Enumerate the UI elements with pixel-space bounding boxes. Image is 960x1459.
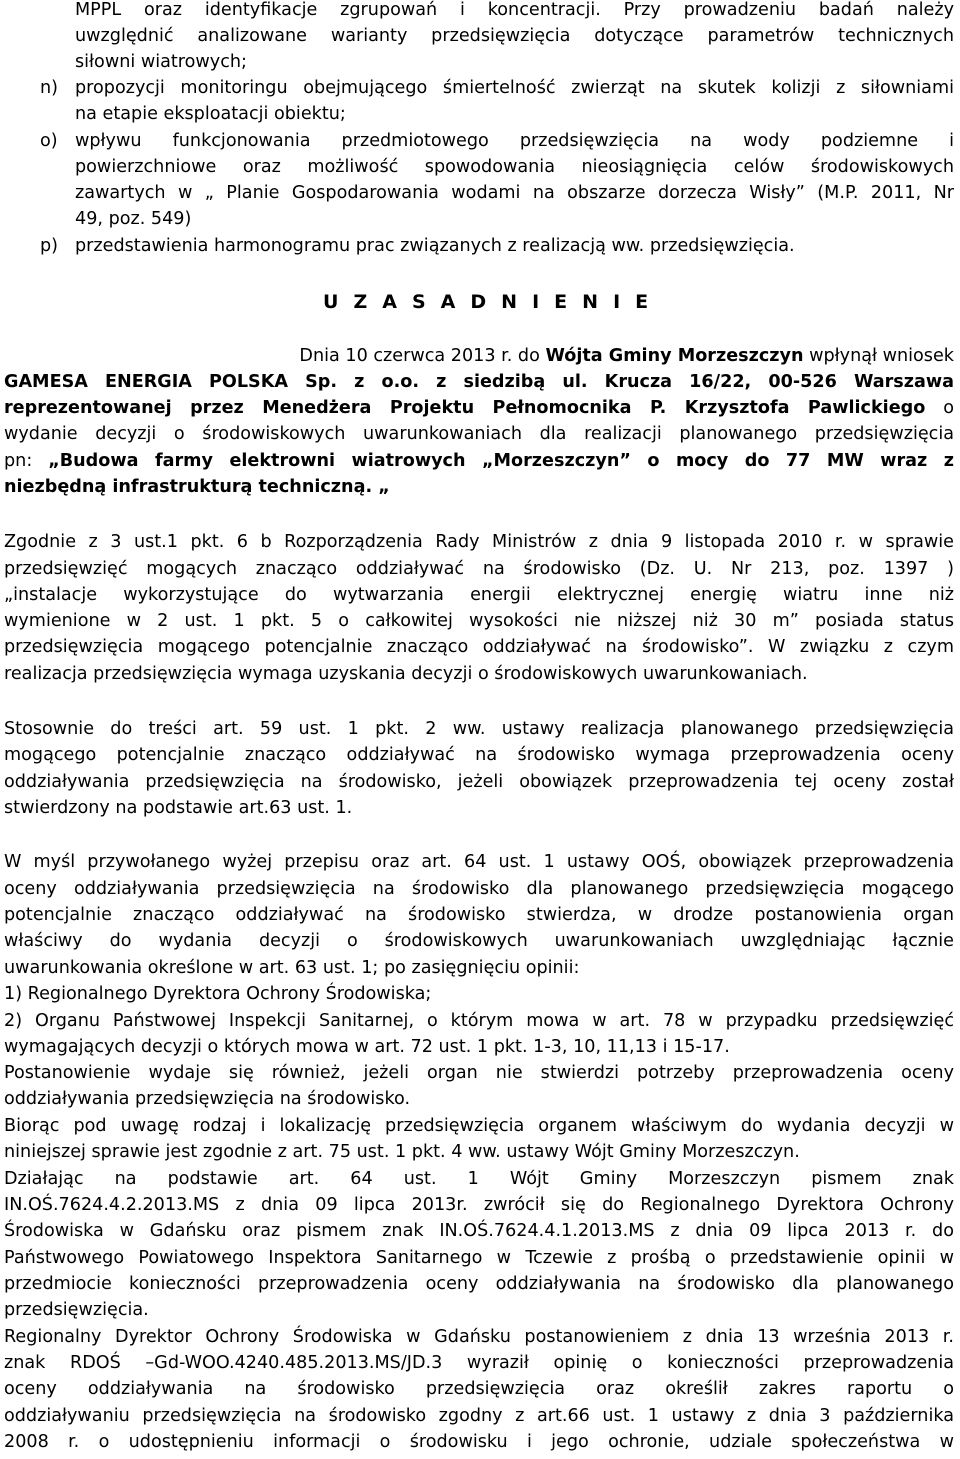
para2-line: stwierdzony na podstawie art.63 ust. 1.	[4, 798, 353, 818]
intro-pn-label: pn:	[4, 451, 49, 471]
para3-line: IN.OŚ.7624.4.2.2013.MS z dnia 09 lipca 2013r. zwrócił się do Regionalnego Dyrektora Ochrony	[4, 1195, 954, 1215]
intro-representative: reprezentowanej przez Menedżera Projektu Pełnomocnika P. Krzysztofa Pawlickiego	[4, 398, 926, 418]
list-tail-line: uwzględnić analizowane warianty przedsięwzięcia dotyczące parametrów technicznych	[75, 26, 954, 46]
para3-line: W myśl przywołanego wyżej przepisu oraz art. 64 ust. 1 ustawy OOŚ, obowiązek przeprowadzenia	[4, 852, 954, 872]
list-item-n-line: na etapie eksploatacji obiektu;	[75, 104, 346, 124]
intro-line-5	[4, 448, 954, 475]
para3-line: niniejszej sprawie jest zgodnie z art. 75 ust. 1 pkt. 4 ww. ustawy Wójt Gminy Morzeszczyn.	[4, 1142, 800, 1162]
intro-addressee: Wójta Gminy Morzeszczyn	[545, 346, 804, 366]
para3-line: 2) Organu Państwowej Inspekcji Sanitarnej, o którym mowa w art. 78 w przypadku przedsięwzięć	[4, 1011, 954, 1031]
list-item-o-line: powierzchniowe oraz możliwość spowodowania nieosiągnięcia celów środowiskowych	[75, 157, 954, 177]
para3-line: potencjalnie znacząco oddziaływać na środowisko stwierdza, w drodze postanowienia organ	[4, 905, 954, 925]
para3-line: przedsięwzięcia.	[4, 1300, 149, 1320]
para1-line: realizacja przedsięwzięcia wymaga uzyskania decyzji o środowiskowych uwarunkowaniach.	[4, 664, 808, 684]
section-heading: U Z A S A D N I E N I E	[323, 291, 653, 313]
para3-line: wymagających decyzji o których mowa w art. 72 ust. 1 pkt. 1-3, 10, 11,13 i 15-17.	[4, 1037, 730, 1057]
para2-line: oddziaływania przedsięwzięcia na środowisko, jeżeli obowiązek przeprowadzenia tej oceny został	[4, 772, 954, 792]
intro-line-4: wydanie decyzji o środowiskowych uwarunkowaniach dla realizacji planowanego przedsięwzięcia	[4, 424, 954, 444]
list-item-p-line: przedstawienia harmonogramu prac związanych z realizacją ww. przedsięwzięcia.	[75, 236, 795, 256]
para3-line: Postanowienie wydaje się również, jeżeli organ nie stwierdzi potrzeby przeprowadzenia oceny	[4, 1063, 954, 1083]
list-item-o-line: zawartych w „ Planie Gospodarowania wodami na obszarze dorzecza Wisły” (M.P. 2011, Nr	[75, 183, 954, 203]
list-item-n-line: propozycji monitoringu obejmującego śmiertelność zwierząt na skutek kolizji z siłowniami	[75, 78, 954, 98]
para3-line: przedmiocie konieczności przeprowadzenia oceny oddziaływania na środowisko dla planowanego	[4, 1274, 954, 1294]
list-tail-line: siłowni wiatrowych;	[75, 52, 247, 72]
para3-line: znak RDOŚ –Gd-WOO.4240.485.2013.MS/JD.3 wyraził opinię o konieczności przeprowadzenia	[4, 1353, 954, 1373]
list-item-label-p: p)	[40, 236, 59, 256]
para1-line: przedsięwzięcia mogącego potencjalnie znacząco oddziaływać na środowisko”. W związku z czym	[4, 637, 954, 657]
para3-line: Biorąc pod uwagę rodzaj i lokalizację przedsięwzięcia organem właściwym do wydania decyzji w	[4, 1116, 954, 1136]
intro-received-text: wpłynął wniosek	[803, 346, 954, 366]
para3-line: oddziaływania przedsięwzięcia na środowisko.	[4, 1089, 411, 1109]
para3-line: oddziaływaniu przedsięwzięcia na środowisko zgodny z art.66 ust. 1 ustawy z dnia 3 października	[4, 1406, 954, 1426]
para3-line: Środowiska w Gdańsku oraz pismem znak IN.OŚ.7624.4.1.2013.MS z dnia 09 lipca 2013 r. do	[4, 1221, 954, 1241]
intro-date-text: Dnia 10 czerwca 2013 r. do	[299, 346, 546, 366]
project-name: „Budowa farmy elektrowni wiatrowych „Morzeszczyn” o mocy do 77 MW wraz z	[48, 451, 954, 471]
intro-line-3	[4, 395, 954, 422]
para1-line: Zgodnie z 3 ust.1 pkt. 6 b Rozporządzenia Rady Ministrów z dnia 9 listopada 2010 r. w sprawie	[4, 532, 954, 552]
para3-line: Regionalny Dyrektor Ochrony Środowiska w Gdańsku postanowieniem z dnia 13 września 2013 r.	[4, 1327, 954, 1347]
para3-line: Państwowego Powiatowego Inspektora Sanitarnego w Tczewie z prośbą o przedstawienie opinii w	[4, 1248, 954, 1268]
para3-line: oceny oddziaływania na środowisko przedsięwzięcia oraz określił zakres raportu o	[4, 1379, 954, 1399]
list-item-label-o: o)	[40, 131, 58, 151]
intro-o-text: o	[925, 398, 954, 418]
para2-line: mogącego potencjalnie znacząco oddziaływać na środowisko wymaga przeprowadzenia oceny	[4, 745, 954, 765]
list-item-o-line: wpływu funkcjonowania przedmiotowego przedsięwzięcia na wody podziemne i	[75, 131, 954, 151]
para1-line: wymienione w 2 ust. 1 pkt. 5 o całkowitej wysokości nie niższej niż 30 m” posiada status	[4, 611, 954, 631]
intro-line-6: niezbędną infrastrukturą techniczną. „	[4, 477, 390, 497]
para1-line: przedsięwzięć mogących znacząco oddziaływać na środowisko (Dz. U. Nr 213, poz. 1397 )	[4, 559, 954, 579]
para2-line: Stosownie do treści art. 59 ust. 1 pkt. 2 ww. ustawy realizacja planowanego przedsięwzięcia	[4, 719, 954, 739]
intro-line-1	[186, 343, 954, 370]
intro-line-2: GAMESA ENERGIA POLSKA Sp. z o.o. z siedzibą ul. Krucza 16/22, 00-526 Warszawa	[4, 372, 954, 392]
para3-line: oceny oddziaływania przedsięwzięcia na środowisko dla planowanego przedsięwzięcia mogącego	[4, 879, 954, 899]
list-item-o-line: 49, poz. 549)	[75, 209, 192, 229]
para3-line: 1) Regionalnego Dyrektora Ochrony Środowiska;	[4, 984, 432, 1004]
para3-line: uwarunkowania określone w art. 63 ust. 1; po zasięgnięciu opinii:	[4, 958, 580, 978]
para3-line: Działając na podstawie art. 64 ust. 1 Wójt Gminy Morzeszczyn pismem znak	[4, 1169, 954, 1189]
list-item-label-n: n)	[40, 78, 59, 98]
para1-line: „instalacje wykorzystujące do wytwarzania energii elektrycznej energię wiatru inne niż	[4, 585, 954, 605]
list-tail-line: MPPL oraz identyfikacje zgrupowań i koncentracji. Przy prowadzeniu badań należy	[75, 0, 954, 20]
para3-line: właściwy do wydania decyzji o środowiskowych uwarunkowaniach uwzględniając łącznie	[4, 931, 954, 951]
para3-line: 2008 r. o udostępnieniu informacji o środowisku i jego ochronie, udziale społeczeństwa w	[4, 1432, 954, 1452]
